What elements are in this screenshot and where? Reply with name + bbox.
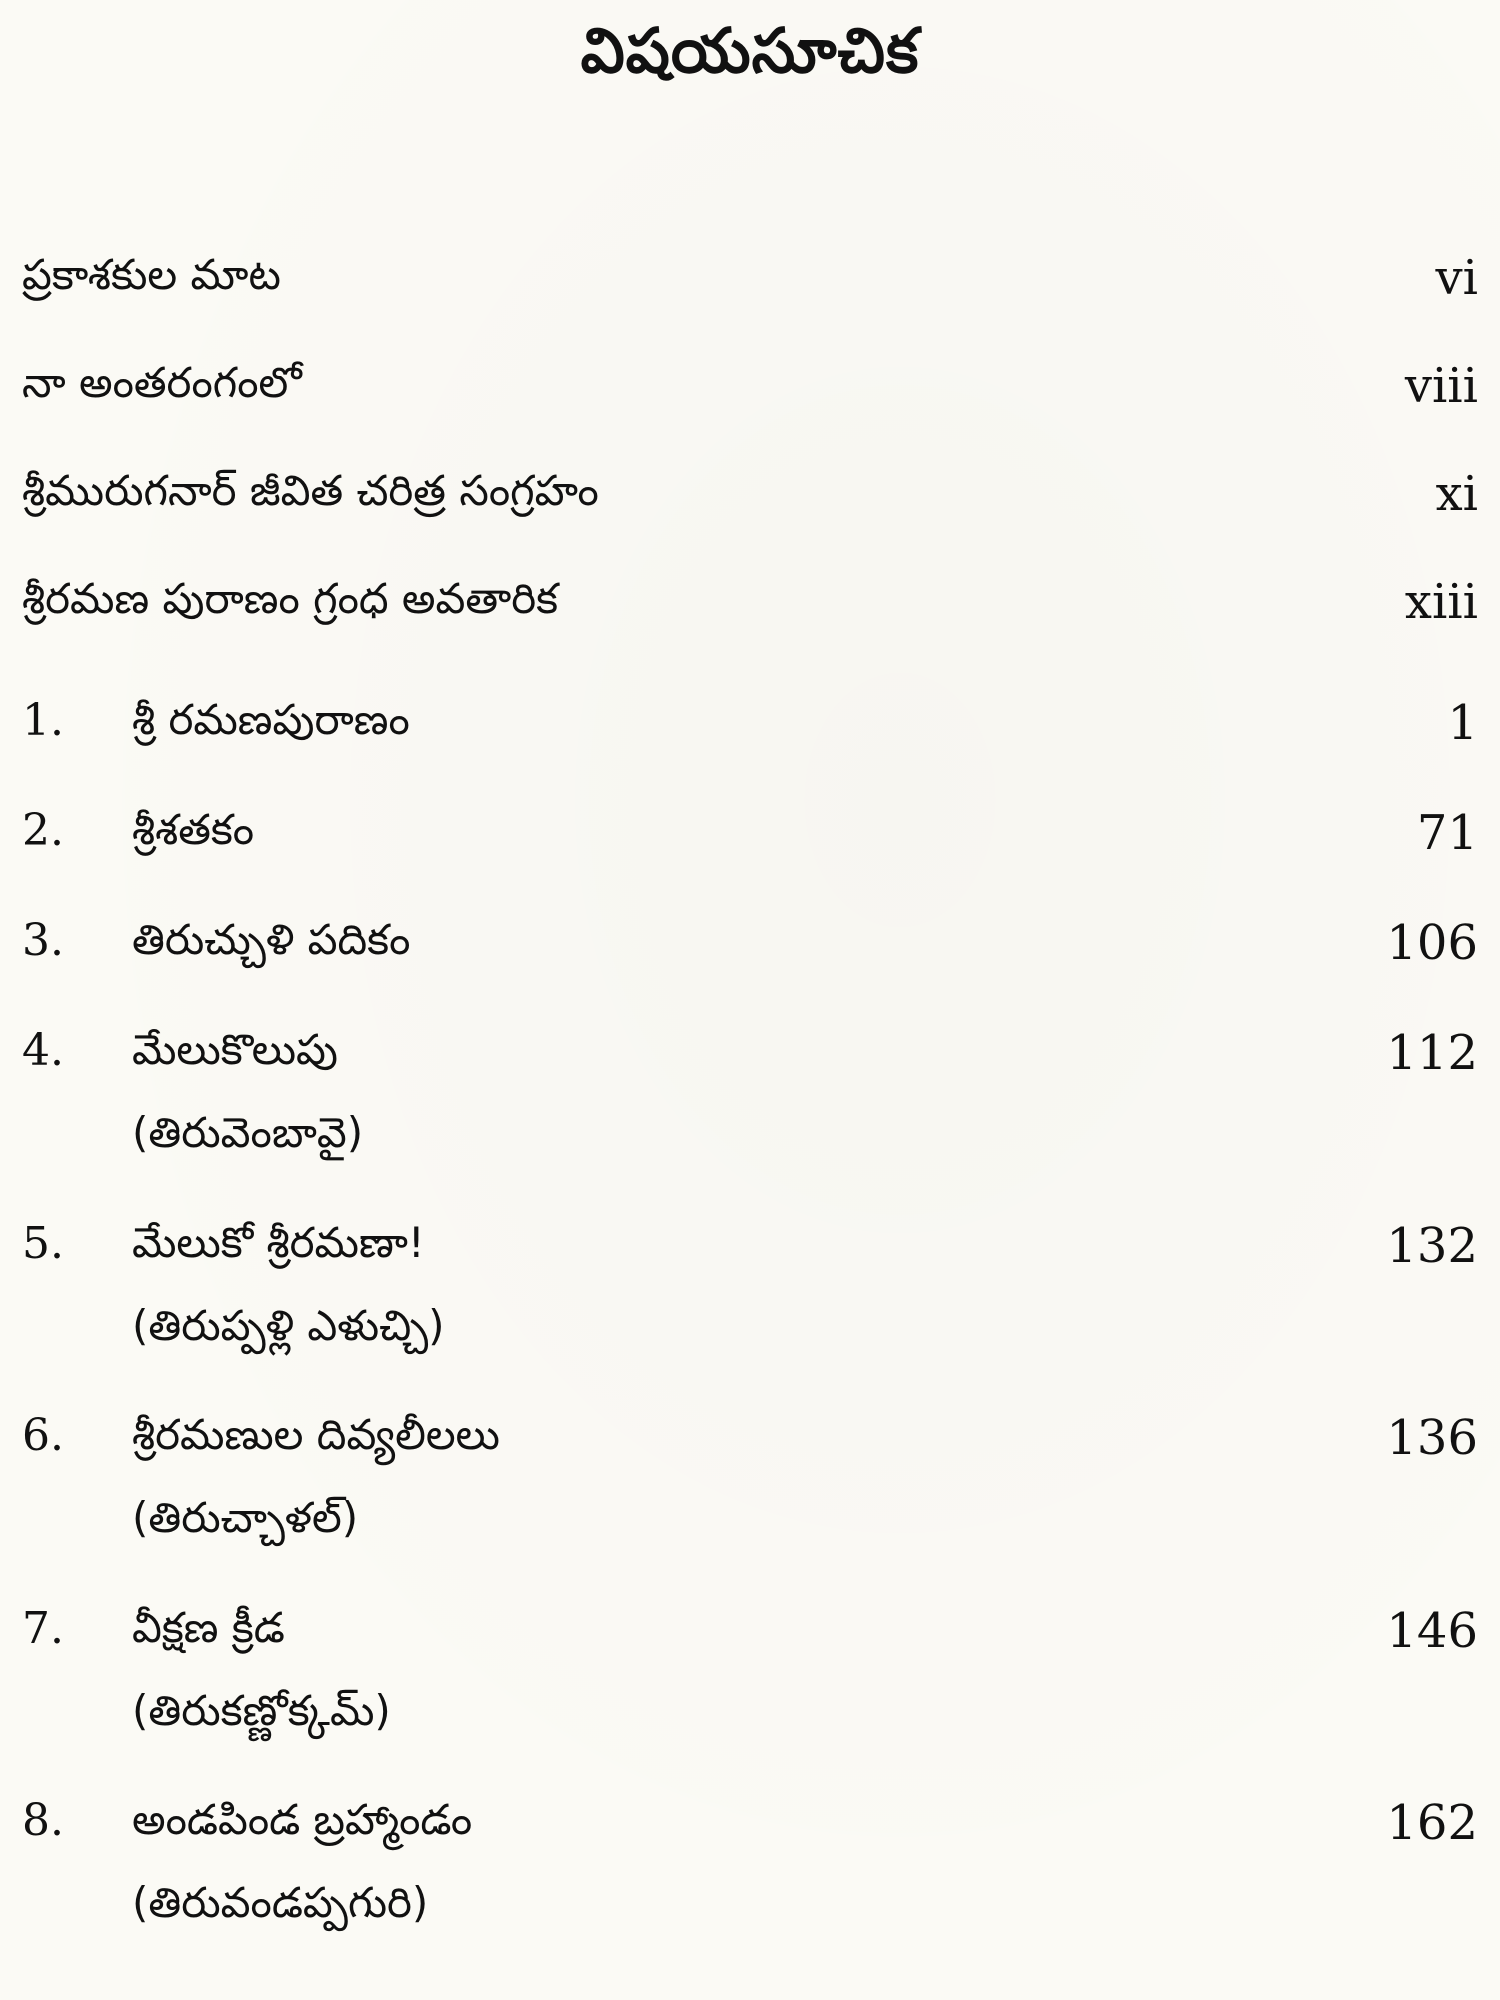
chapter-page: 106 [1386,915,1478,971]
chapter-subtitle: (తిరుచ్చాళల్) [132,1493,359,1542]
chapter-label: శ్రీరమణుల దివ్యలీలలు [132,1410,500,1459]
toc-entry-page: xi [1435,466,1478,522]
chapter-number: 8. [22,1795,64,1846]
chapter-number: 1. [22,695,64,746]
toc-entry-label: శ్రీమురుగనార్ జీవిత చరిత్ర సంగ్రహం [22,466,599,515]
chapter-label: శ్రీశతకం [132,805,255,854]
chapter-subtitle: (తిరుకణ్ణోక్కమ్) [132,1686,391,1735]
chapter-page: 162 [1386,1795,1478,1851]
chapter-number: 5. [22,1218,64,1269]
toc-entry-label: ప్రకాశకుల మాట [22,250,281,299]
chapter-subtitle: (తిరుప్పళ్లి ఎళుచ్చి) [132,1301,445,1350]
chapter-page: 112 [1386,1025,1478,1081]
chapter-number: 2. [22,805,64,856]
chapter-label: తిరుచ్చుళి పదికం [132,915,411,964]
chapter-label: అండపిండ బ్రహ్మాండం [132,1795,473,1844]
chapter-label: మేలుకో శ్రీరమణా! [132,1218,425,1267]
toc-entry-page: xiii [1404,574,1478,630]
chapter-label: మేలుకొలుపు [132,1025,338,1074]
chapter-number: 3. [22,915,64,966]
chapter-label: వీక్షణ క్రీడ [132,1603,285,1652]
toc-entry-label: నా అంతరంగంలో [22,358,302,407]
toc-entry-label: శ్రీరమణ పురాణం గ్రంధ అవతారిక [22,574,559,623]
toc-entry-page: vi [1435,250,1478,306]
chapter-subtitle: (తిరువండప్పగురి) [132,1878,429,1927]
chapter-number: 7. [22,1603,64,1654]
chapter-page: 136 [1386,1410,1478,1466]
chapter-number: 6. [22,1410,64,1461]
chapter-number: 4. [22,1025,64,1076]
chapter-page: 132 [1386,1218,1478,1274]
chapter-page: 146 [1386,1603,1478,1659]
chapter-page: 71 [1416,805,1478,861]
chapter-label: శ్రీ రమణపురాణం [132,695,410,744]
page-title: విషయసూచిక [580,14,920,87]
chapter-page: 1 [1447,695,1478,751]
toc-entry-page: viii [1404,358,1478,414]
chapter-subtitle: (తిరువెంబావై) [132,1108,364,1157]
